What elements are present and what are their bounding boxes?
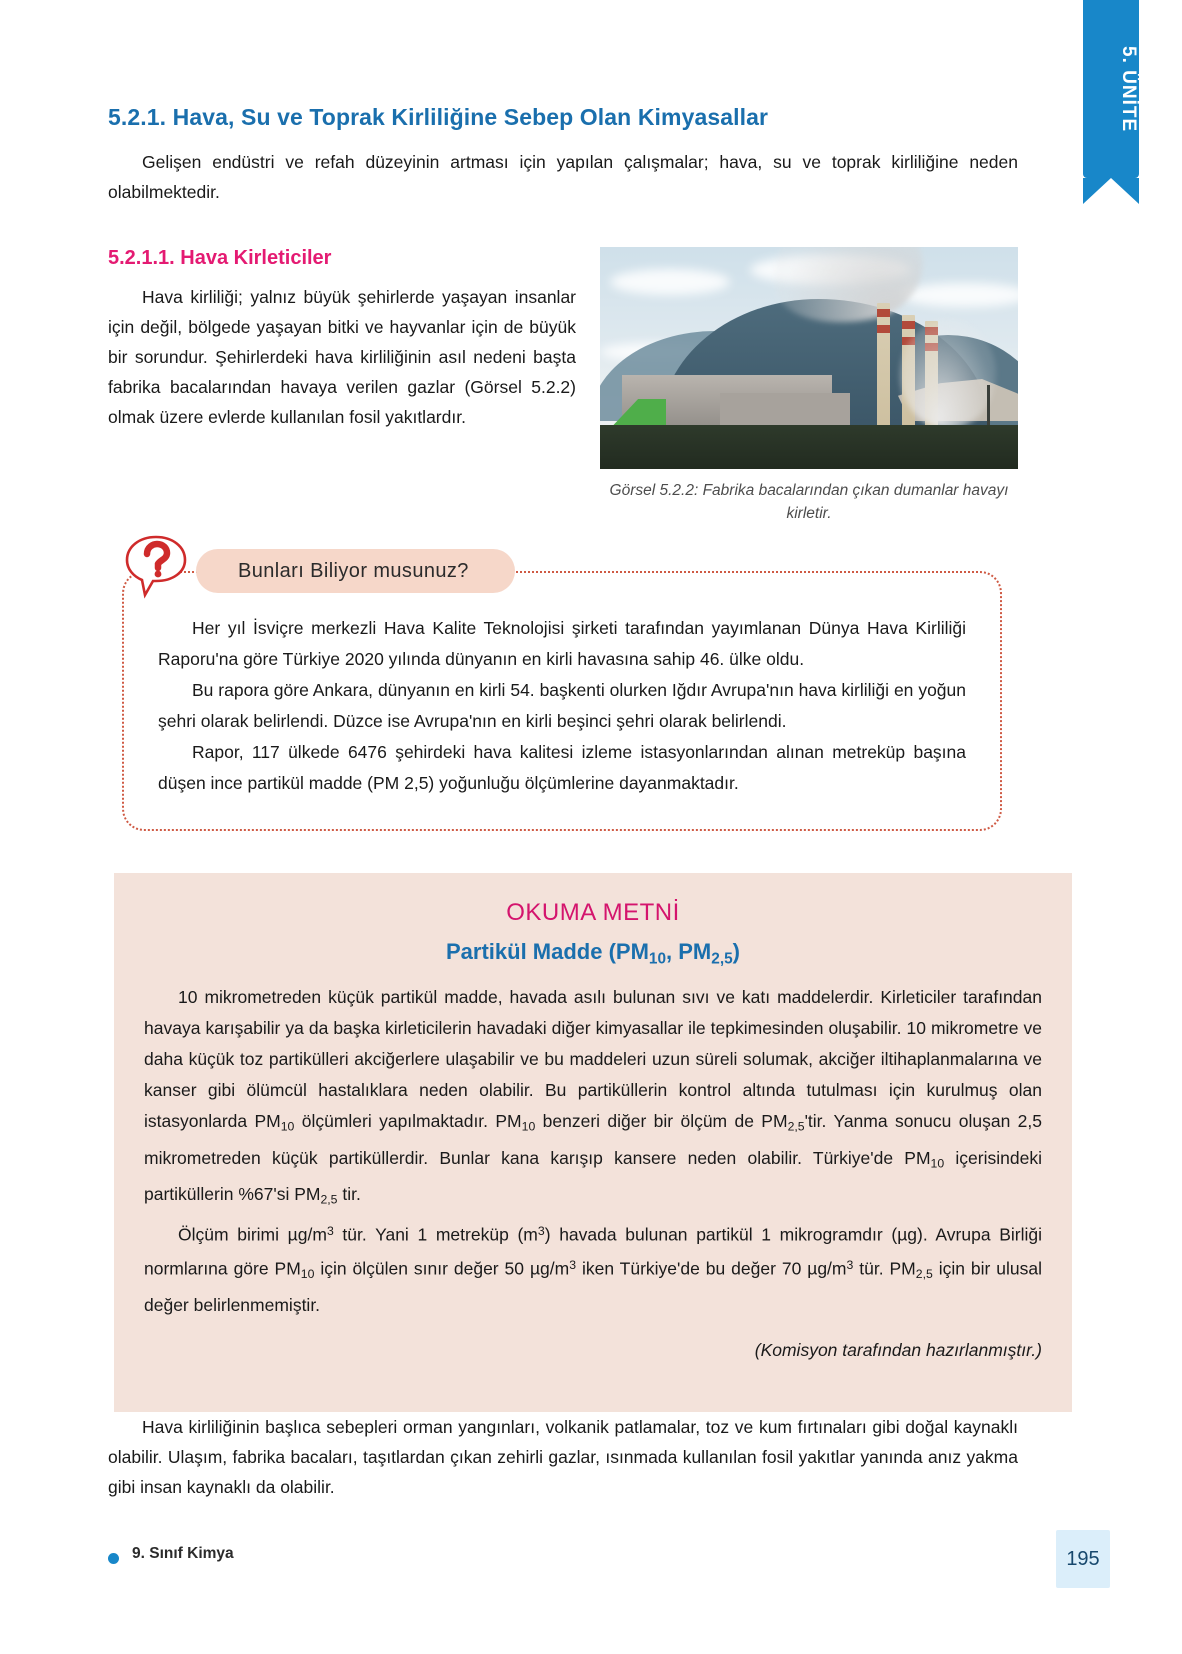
rp1-f: tir. bbox=[337, 1184, 361, 1205]
figure-5-2-2 bbox=[600, 247, 1018, 525]
reading-text-credit: (Komisyon tarafından hazırlanmıştır.) bbox=[754, 1339, 1042, 1360]
rp1-sub-25: 2,5 bbox=[320, 1192, 338, 1207]
smokestack bbox=[877, 303, 890, 433]
did-you-know-paragraph: Bu rapora göre Ankara, dünyanın en kirli 54. başkenti olurken Iğdır Avrupa'nın hava kirliliği en yoğun şehri olarak belirlendi. Düzce ise Avrupa'nın en kirli beşinci şehri olarak belirlendi. bbox=[158, 680, 966, 731]
subsection-paragraph: Hava kirliliği; yalnız büyük şehirlerde yaşayan insanlar için değil, bölgede yaşayan bitki ve hayvanlar için de büyük bir sorundur. Şehirlerdeki hava kirliliğinin asıl nedeni başta fabrika bacalarından havaya verilen gazlar (Görsel 5.2.2) olmak üzere evlerde kullanılan fosil yakıtlardır. bbox=[108, 287, 576, 427]
bullet-icon bbox=[108, 1553, 119, 1564]
did-you-know-paragraph: Rapor, 117 ülkede 6476 şehirdeki hava kalitesi izleme istasyonlarından alınan metreküp başına düşen ince partikül madde (PM 2,5) yoğunluğu ölçümlerine dayanmaktadır. bbox=[158, 742, 966, 793]
page-footer bbox=[108, 1542, 1182, 1576]
reading-text-title: OKUMA METNİ bbox=[506, 899, 680, 926]
cloud-icon bbox=[900, 283, 1018, 307]
rp2-c: ) havada bulunan partikül 1 mikrogramdır (µg). Avrupa Birliği normlarına göre PM bbox=[144, 1224, 1042, 1279]
subsection-text-column bbox=[108, 247, 576, 432]
reading-paragraph-2 bbox=[144, 1216, 1042, 1321]
rp1-a: 10 mikrometreden küçük partikül madde, havada asılı bulunan sıvı ve katı maddelerdir. Kirleticiler tarafından havaya karışabilir ya da başka kirleticilerin havadaki diğer kimyasallar ile tepkimesinden oluşabilir. 10 mikrometre ve daha küçük toz partikülleri akciğerlere ulaşabilir ve bu maddeleri uzun süreli solumak, akciğer iltihaplanmalarına ve kanser gibi ölümcül hastalıklara neden olabilir. Bu partiküllerin kontrol altında tutulması için kurulmuş olan istasyonlarda PM bbox=[144, 987, 1042, 1132]
page-title: 5.2.1. Hava, Su ve Toprak Kirliliğine Sebep Olan Kimyasallar bbox=[108, 104, 769, 130]
did-you-know-paragraph: Her yıl İsviçre merkezli Hava Kalite Teknolojisi şirketi tarafından yayımlanan Dünya Hava Kirliliği Raporu'na göre Türkiye 2020 yılında dünyanın en kirli havasına sahip 46. ülke oldu. bbox=[158, 618, 966, 669]
ground-steam bbox=[900, 319, 996, 429]
rp2-sub-10: 10 bbox=[300, 1266, 315, 1281]
subtitle-sub-10: 10 bbox=[648, 950, 667, 968]
rp2-e: iken Türkiye'de bu değer 70 µg/m bbox=[576, 1258, 847, 1279]
rp2-f: tür. PM bbox=[853, 1258, 916, 1279]
rp2-sup-3: 3 bbox=[846, 1258, 854, 1273]
intro-block bbox=[108, 104, 1018, 207]
tree-line bbox=[600, 425, 1018, 469]
rp2-sup-3: 3 bbox=[326, 1223, 334, 1238]
unit-tab-label: 5. ÜNİTE bbox=[1118, 45, 1139, 133]
figure-caption: Görsel 5.2.2: Fabrika bacalarından çıkan dumanlar havayı kirletir. bbox=[609, 482, 1009, 522]
rp1-sub-10: 10 bbox=[521, 1119, 536, 1134]
rp2-a: Ölçüm birimi µg/m bbox=[178, 1224, 327, 1245]
light-pole bbox=[987, 385, 990, 429]
rp2-sup-3: 3 bbox=[537, 1223, 545, 1238]
subtitle-lead: Partikül Madde (PM bbox=[445, 939, 649, 964]
reading-text-subtitle bbox=[144, 939, 1042, 968]
rp2-sub-25: 2,5 bbox=[915, 1266, 933, 1281]
subtitle-tail: ) bbox=[732, 939, 740, 964]
did-you-know-header bbox=[196, 549, 515, 593]
rp1-d: 'tir. Yanma sonucu oluşan 2,5 mikrometreden küçük partiküllerdir. Bunlar kana karışıp kansere neden olabilir. Türkiye'de PM bbox=[144, 1111, 1042, 1168]
cloud-icon bbox=[610, 269, 730, 295]
subtitle-mid: , PM bbox=[666, 939, 712, 964]
book-label: 9. Sınıf Kimya bbox=[132, 1545, 234, 1562]
intro-paragraph: Gelişen endüstri ve refah düzeyinin artması için yapılan çalışmalar; hava, su ve toprak kirliliğine neden olabilmektedir. bbox=[108, 152, 1018, 202]
rp2-b: tür. Yani 1 metreküp (m bbox=[333, 1224, 538, 1245]
unit-tab bbox=[1083, 0, 1139, 178]
reading-text-box bbox=[114, 873, 1072, 1412]
subsection-with-figure bbox=[108, 247, 1018, 525]
rp1-b: ölçümleri yapılmaktadır. PM bbox=[294, 1111, 522, 1132]
figure-column bbox=[600, 247, 1018, 525]
rp1-c: benzeri diğer bir ölçüm de PM bbox=[535, 1111, 788, 1132]
subtitle-sub-25: 2,5 bbox=[711, 950, 733, 968]
did-you-know-section bbox=[122, 559, 1002, 831]
did-you-know-label: Bunları Biliyor musunuz? bbox=[238, 559, 469, 582]
rp2-sup-3: 3 bbox=[569, 1258, 577, 1273]
factory-photo bbox=[600, 247, 1018, 469]
rp1-sub-10: 10 bbox=[930, 1156, 945, 1171]
rp2-d: için ölçülen sınır değer 50 µg/m bbox=[314, 1258, 570, 1279]
rp1-sub-25: 2,5 bbox=[787, 1119, 805, 1134]
rp1-sub-10: 10 bbox=[280, 1119, 295, 1134]
subsection-title: 5.2.1.1. Hava Kirleticiler bbox=[108, 247, 332, 269]
did-you-know-box bbox=[122, 571, 1002, 831]
rp2-g: için bir ulusal değer belirlenmemiştir. bbox=[144, 1258, 1042, 1315]
reading-paragraph-1 bbox=[144, 982, 1042, 1215]
question-mark-speech-bubble-icon bbox=[122, 533, 190, 601]
rp1-e: içerisindeki partiküllerin %67'si PM bbox=[144, 1147, 1042, 1205]
page-content bbox=[108, 104, 1042, 1502]
page-number: 195 bbox=[1056, 1530, 1110, 1588]
closing-paragraph: Hava kirliliğinin başlıca sebepleri orman yangınları, volkanik patlamalar, toz ve kum fırtınaları gibi doğal kaynaklı olabilir. Ulaşım, fabrika bacaları, taşıtlardan çıkan zehirli gazlar, ısınmada kullanılan fosil yakıtlar yanında anız yakma gibi insan kaynaklı da olabilir. bbox=[108, 1416, 1018, 1497]
